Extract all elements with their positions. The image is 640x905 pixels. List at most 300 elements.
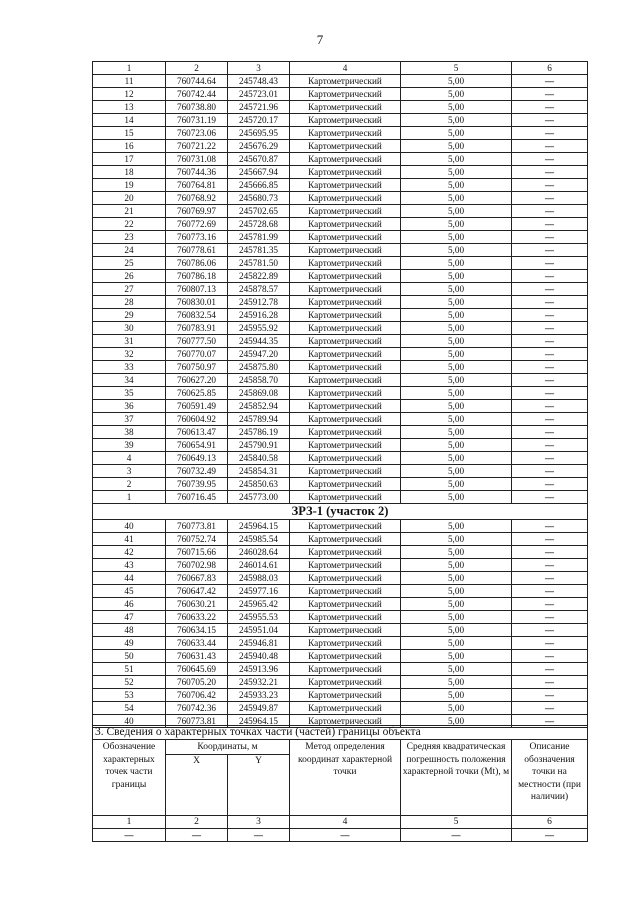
accuracy: 5,00 — [401, 231, 512, 244]
description: — — [512, 361, 588, 374]
table-row — [93, 439, 588, 452]
accuracy: 5,00 — [401, 611, 512, 624]
description: — — [512, 231, 588, 244]
accuracy: 5,00 — [401, 283, 512, 296]
table-row — [93, 520, 588, 533]
point-number: 19 — [93, 179, 166, 192]
description: — — [512, 478, 588, 491]
method: Картометрический — [290, 663, 401, 676]
x-coordinate: 760786.18 — [166, 270, 228, 283]
method: Картометрический — [290, 309, 401, 322]
accuracy: 5,00 — [401, 491, 512, 504]
method: Картометрический — [290, 387, 401, 400]
table-row — [93, 361, 588, 374]
y-coordinate: 245964.15 — [228, 520, 290, 533]
accuracy: 5,00 — [401, 127, 512, 140]
table-row — [93, 452, 588, 465]
point-number: 13 — [93, 101, 166, 114]
method: Картометрический — [290, 624, 401, 637]
y-coordinate: 245940.48 — [228, 650, 290, 663]
y-coordinate: 245933.23 — [228, 689, 290, 702]
x-coordinate: 760752.74 — [166, 533, 228, 546]
description: — — [512, 205, 588, 218]
x-coordinate: 760772.69 — [166, 218, 228, 231]
point-number: 43 — [93, 559, 166, 572]
method: Картометрический — [290, 335, 401, 348]
method-header: Метод определения координат характерной точки — [290, 740, 401, 816]
point-number: 20 — [93, 192, 166, 205]
point-number: 16 — [93, 140, 166, 153]
method: Картометрический — [290, 192, 401, 205]
x-coordinate: 760731.19 — [166, 114, 228, 127]
accuracy: 5,00 — [401, 689, 512, 702]
table-row — [93, 650, 588, 663]
empty-cell: — — [512, 828, 588, 841]
col-number: 2 — [166, 62, 228, 75]
y-coordinate: 245670.87 — [228, 153, 290, 166]
description: — — [512, 520, 588, 533]
y-coordinate: 245951.04 — [228, 624, 290, 637]
x-coordinate: 760783.91 — [166, 322, 228, 335]
accuracy: 5,00 — [401, 559, 512, 572]
description: — — [512, 663, 588, 676]
table-row — [93, 283, 588, 296]
y-coordinate: 245955.53 — [228, 611, 290, 624]
y-coordinate: 245789.94 — [228, 413, 290, 426]
method: Картометрический — [290, 465, 401, 478]
method: Картометрический — [290, 361, 401, 374]
y-coordinate: 245666.85 — [228, 179, 290, 192]
description: — — [512, 465, 588, 478]
description: — — [512, 296, 588, 309]
col-number: 5 — [401, 62, 512, 75]
x-coordinate: 760706.42 — [166, 689, 228, 702]
description: — — [512, 650, 588, 663]
x-coordinate: 760631.43 — [166, 650, 228, 663]
method: Картометрический — [290, 676, 401, 689]
x-coordinate: 760744.36 — [166, 166, 228, 179]
table-row — [93, 689, 588, 702]
accuracy: 5,00 — [401, 348, 512, 361]
empty-cell: — — [228, 828, 290, 841]
y-coordinate: 245721.96 — [228, 101, 290, 114]
y-coordinate: 245977.16 — [228, 585, 290, 598]
accuracy: 5,00 — [401, 520, 512, 533]
table-row — [93, 676, 588, 689]
point-number: 51 — [93, 663, 166, 676]
y-coordinate: 245840.58 — [228, 452, 290, 465]
description: — — [512, 114, 588, 127]
point-number: 31 — [93, 335, 166, 348]
accuracy: 5,00 — [401, 101, 512, 114]
x-coordinate: 760613.47 — [166, 426, 228, 439]
table-row — [93, 702, 588, 715]
description: — — [512, 546, 588, 559]
x-coordinate: 760634.15 — [166, 624, 228, 637]
x-coordinate: 760721.22 — [166, 140, 228, 153]
table-row — [93, 192, 588, 205]
y-coordinate: 245869.08 — [228, 387, 290, 400]
accuracy: 5,00 — [401, 452, 512, 465]
point-number: 29 — [93, 309, 166, 322]
method: Картометрический — [290, 491, 401, 504]
point-number: 41 — [93, 533, 166, 546]
accuracy: 5,00 — [401, 702, 512, 715]
description: — — [512, 491, 588, 504]
point-number: 28 — [93, 296, 166, 309]
x-coordinate: 760773.16 — [166, 231, 228, 244]
x-coordinate: 760716.45 — [166, 491, 228, 504]
accuracy: 5,00 — [401, 335, 512, 348]
point-number: 54 — [93, 702, 166, 715]
x-coordinate: 760645.69 — [166, 663, 228, 676]
col-number: 1 — [93, 62, 166, 75]
y-coordinate: 245676.29 — [228, 140, 290, 153]
x-coordinate: 760649.13 — [166, 452, 228, 465]
description: — — [512, 387, 588, 400]
method: Картометрический — [290, 205, 401, 218]
table-row — [93, 465, 588, 478]
x-coordinate: 760633.44 — [166, 637, 228, 650]
point-number: 42 — [93, 546, 166, 559]
method: Картометрический — [290, 231, 401, 244]
y-coordinate: 245786.19 — [228, 426, 290, 439]
col-number: 4 — [290, 62, 401, 75]
description: — — [512, 283, 588, 296]
accuracy: 5,00 — [401, 572, 512, 585]
table-row — [93, 88, 588, 101]
description: — — [512, 439, 588, 452]
table-row — [93, 140, 588, 153]
col-number: 1 — [93, 815, 166, 828]
method: Картометрический — [290, 715, 401, 728]
point-number: 14 — [93, 114, 166, 127]
y-coordinate: 245985.54 — [228, 533, 290, 546]
accuracy: 5,00 — [401, 624, 512, 637]
accuracy: 5,00 — [401, 676, 512, 689]
table-row — [93, 153, 588, 166]
point-number: 49 — [93, 637, 166, 650]
x-coordinate: 760778.61 — [166, 244, 228, 257]
description: — — [512, 88, 588, 101]
table-row — [93, 572, 588, 585]
x-coordinate: 760773.81 — [166, 715, 228, 728]
point-number: 35 — [93, 387, 166, 400]
accuracy: 5,00 — [401, 270, 512, 283]
col-number: 2 — [166, 815, 228, 828]
table-row — [93, 426, 588, 439]
page-number: 7 — [316, 32, 324, 47]
x-coordinate: 760647.42 — [166, 585, 228, 598]
x-coordinate: 760830.01 — [166, 296, 228, 309]
point-number: 24 — [93, 244, 166, 257]
point-number: 4 — [93, 452, 166, 465]
method: Картометрический — [290, 153, 401, 166]
method: Картометрический — [290, 426, 401, 439]
method: Картометрический — [290, 400, 401, 413]
description: — — [512, 218, 588, 231]
description: — — [512, 689, 588, 702]
method: Картометрический — [290, 283, 401, 296]
empty-cell: — — [93, 828, 166, 841]
point-number: 17 — [93, 153, 166, 166]
x-coordinate: 760627.20 — [166, 374, 228, 387]
part-boundary-points-table — [92, 725, 588, 842]
y-coordinate: 245667.94 — [228, 166, 290, 179]
method: Картометрический — [290, 559, 401, 572]
x-coordinate: 760742.36 — [166, 702, 228, 715]
y-coordinate: 245946.81 — [228, 637, 290, 650]
y-coordinate: 245949.87 — [228, 702, 290, 715]
x-coordinate: 760769.97 — [166, 205, 228, 218]
method: Картометрический — [290, 75, 401, 88]
description: — — [512, 533, 588, 546]
method: Картометрический — [290, 114, 401, 127]
point-number: 52 — [93, 676, 166, 689]
description: — — [512, 270, 588, 283]
y-coordinate: 245852.94 — [228, 400, 290, 413]
accuracy: 5,00 — [401, 650, 512, 663]
description: — — [512, 257, 588, 270]
y-coordinate: 245781.99 — [228, 231, 290, 244]
table-row — [93, 374, 588, 387]
point-number: 37 — [93, 413, 166, 426]
x-coordinate: 760667.83 — [166, 572, 228, 585]
y-coordinate: 245723.01 — [228, 88, 290, 101]
point-number: 47 — [93, 611, 166, 624]
method: Картометрический — [290, 533, 401, 546]
y-coordinate: 246014.61 — [228, 559, 290, 572]
x-coordinate: 760786.06 — [166, 257, 228, 270]
column-number-row — [93, 62, 588, 75]
accuracy: 5,00 — [401, 322, 512, 335]
table-row — [93, 231, 588, 244]
method: Картометрический — [290, 478, 401, 491]
accuracy: 5,00 — [401, 387, 512, 400]
accuracy: 5,00 — [401, 153, 512, 166]
table-row — [93, 491, 588, 504]
description: — — [512, 611, 588, 624]
y-coordinate: 245781.35 — [228, 244, 290, 257]
method: Картометрический — [290, 88, 401, 101]
accuracy: 5,00 — [401, 309, 512, 322]
point-number: 12 — [93, 88, 166, 101]
y-coordinate: 245702.65 — [228, 205, 290, 218]
table-row — [93, 296, 588, 309]
table-row — [93, 611, 588, 624]
y-coordinate: 245748.43 — [228, 75, 290, 88]
x-coordinate: 760773.81 — [166, 520, 228, 533]
point-number: 3 — [93, 465, 166, 478]
description: — — [512, 572, 588, 585]
description: — — [512, 374, 588, 387]
y-coordinate: 245965.42 — [228, 598, 290, 611]
section-row — [93, 504, 588, 520]
y-coordinate: 245728.68 — [228, 218, 290, 231]
y-coordinate: 245781.50 — [228, 257, 290, 270]
table-row — [93, 348, 588, 361]
y-coordinate: 245773.00 — [228, 491, 290, 504]
empty-cell: — — [290, 828, 401, 841]
table-row — [93, 663, 588, 676]
point-number: 2 — [93, 478, 166, 491]
x-coordinate: 760715.66 — [166, 546, 228, 559]
point-number: 44 — [93, 572, 166, 585]
table-row — [93, 478, 588, 491]
description: — — [512, 335, 588, 348]
x-coordinate: 760630.21 — [166, 598, 228, 611]
x-coordinate: 760654.91 — [166, 439, 228, 452]
x-coordinate: 760807.13 — [166, 283, 228, 296]
x-coordinate: 760702.98 — [166, 559, 228, 572]
table-row — [93, 387, 588, 400]
point-number: 48 — [93, 624, 166, 637]
y-coordinate: 245854.31 — [228, 465, 290, 478]
accuracy: 5,00 — [401, 533, 512, 546]
table-row — [93, 585, 588, 598]
method: Картометрический — [290, 179, 401, 192]
description: — — [512, 452, 588, 465]
x-coordinate: 760723.06 — [166, 127, 228, 140]
method: Картометрический — [290, 140, 401, 153]
table-row — [93, 533, 588, 546]
description-header: Описание обозначения точки на местности (при наличии) — [512, 740, 588, 816]
accuracy: 5,00 — [401, 637, 512, 650]
point-number: 39 — [93, 439, 166, 452]
point-number: 27 — [93, 283, 166, 296]
accuracy: 5,00 — [401, 166, 512, 179]
accuracy: 5,00 — [401, 114, 512, 127]
method: Картометрический — [290, 101, 401, 114]
accuracy: 5,00 — [401, 478, 512, 491]
y-header: Y — [228, 754, 290, 815]
accuracy: 5,00 — [401, 374, 512, 387]
table-row — [93, 624, 588, 637]
point-number: 50 — [93, 650, 166, 663]
accuracy-header: Средняя квадратическая погрешность положения характерной точки (Mt), м — [401, 740, 512, 816]
description: — — [512, 322, 588, 335]
description: — — [512, 598, 588, 611]
method: Картометрический — [290, 611, 401, 624]
table-row — [93, 637, 588, 650]
y-coordinate: 245720.17 — [228, 114, 290, 127]
accuracy: 5,00 — [401, 192, 512, 205]
point-number: 21 — [93, 205, 166, 218]
method: Картометрический — [290, 637, 401, 650]
accuracy: 5,00 — [401, 400, 512, 413]
accuracy: 5,00 — [401, 140, 512, 153]
y-coordinate: 245680.73 — [228, 192, 290, 205]
x-coordinate: 760731.08 — [166, 153, 228, 166]
method: Картометрический — [290, 439, 401, 452]
method: Картометрический — [290, 296, 401, 309]
description: — — [512, 585, 588, 598]
x-coordinate: 760744.64 — [166, 75, 228, 88]
method: Картометрический — [290, 452, 401, 465]
table-row — [93, 101, 588, 114]
table-row — [93, 257, 588, 270]
y-coordinate: 245932.21 — [228, 676, 290, 689]
point-number: 40 — [93, 715, 166, 728]
method: Картометрический — [290, 413, 401, 426]
x-coordinate: 760742.44 — [166, 88, 228, 101]
x-coordinate: 760750.97 — [166, 361, 228, 374]
table-row — [93, 335, 588, 348]
point-number: 46 — [93, 598, 166, 611]
col-number: 6 — [512, 62, 588, 75]
col-number: 4 — [290, 815, 401, 828]
x-coordinate: 760625.85 — [166, 387, 228, 400]
method: Картометрический — [290, 702, 401, 715]
point-number: 45 — [93, 585, 166, 598]
method: Картометрический — [290, 374, 401, 387]
table-row — [93, 270, 588, 283]
y-coordinate: 245955.92 — [228, 322, 290, 335]
point-number: 38 — [93, 426, 166, 439]
description: — — [512, 426, 588, 439]
y-coordinate: 245964.15 — [228, 715, 290, 728]
description: — — [512, 348, 588, 361]
table-row — [93, 205, 588, 218]
accuracy: 5,00 — [401, 546, 512, 559]
accuracy: 5,00 — [401, 179, 512, 192]
method: Картометрический — [290, 585, 401, 598]
col-number: 5 — [401, 815, 512, 828]
point-number: 36 — [93, 400, 166, 413]
x-coordinate: 760604.92 — [166, 413, 228, 426]
point-number: 15 — [93, 127, 166, 140]
description: — — [512, 624, 588, 637]
y-coordinate: 245913.96 — [228, 663, 290, 676]
accuracy: 5,00 — [401, 218, 512, 231]
method: Картометрический — [290, 127, 401, 140]
accuracy: 5,00 — [401, 296, 512, 309]
y-coordinate: 245912.78 — [228, 296, 290, 309]
accuracy: 5,00 — [401, 465, 512, 478]
table-row — [93, 546, 588, 559]
point-number: 30 — [93, 322, 166, 335]
y-coordinate: 245850.63 — [228, 478, 290, 491]
description: — — [512, 702, 588, 715]
table-row — [93, 309, 588, 322]
description: — — [512, 101, 588, 114]
y-coordinate: 245858.70 — [228, 374, 290, 387]
method: Картометрический — [290, 257, 401, 270]
description: — — [512, 127, 588, 140]
method: Картометрический — [290, 572, 401, 585]
point-number: 53 — [93, 689, 166, 702]
x-coordinate: 760777.50 — [166, 335, 228, 348]
x-coordinate: 760732.49 — [166, 465, 228, 478]
method: Картометрический — [290, 689, 401, 702]
x-coordinate: 760770.07 — [166, 348, 228, 361]
accuracy: 5,00 — [401, 598, 512, 611]
description: — — [512, 413, 588, 426]
empty-cell: — — [401, 828, 512, 841]
table-row — [93, 75, 588, 88]
description: — — [512, 400, 588, 413]
point-number: 22 — [93, 218, 166, 231]
description: — — [512, 75, 588, 88]
point-designation-header: Обозначение характерных точек части границы — [93, 740, 166, 816]
table-row — [93, 218, 588, 231]
table-row — [93, 598, 588, 611]
description: — — [512, 715, 588, 728]
point-number: 11 — [93, 75, 166, 88]
coordinates-table-body — [93, 62, 588, 728]
col-number: 3 — [228, 815, 290, 828]
y-coordinate: 245916.28 — [228, 309, 290, 322]
